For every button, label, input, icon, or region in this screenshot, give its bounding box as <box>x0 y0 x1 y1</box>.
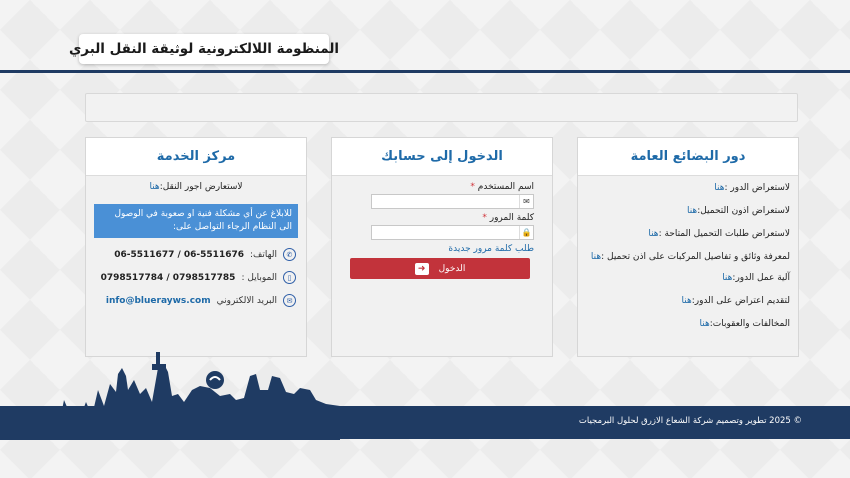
lock-icon: 🔒 <box>519 226 533 239</box>
phone-label: الهاتف: <box>250 249 277 260</box>
queue-link[interactable]: هنا <box>714 183 725 193</box>
username-label: اسم المستخدم * <box>470 182 534 192</box>
login-button[interactable] <box>350 258 530 279</box>
goods-line-requests: لاستعراض طلبات التحميل المتاحة :هنا <box>648 229 790 239</box>
sign-in-icon: ➜ <box>415 263 429 275</box>
mobile-value: 0798517784 / 0798517785 <box>100 272 236 283</box>
copyright-text: © 2025 تطوير وتصميم شركة الشعاع الازرق لحلول البرمجيات <box>578 416 802 426</box>
mobile-row <box>96 271 296 284</box>
phone-icon: ✆ <box>283 248 296 261</box>
username-field[interactable] <box>371 194 534 209</box>
service-panel <box>85 137 307 357</box>
envelope-icon: ✉ <box>519 195 533 208</box>
email-icon: ✉ <box>283 294 296 307</box>
password-field[interactable] <box>371 225 534 240</box>
password-label: كلمة المرور * <box>482 213 534 223</box>
violations-link[interactable]: هنا <box>699 319 710 329</box>
email-link[interactable]: info@bluerayws.com <box>105 295 211 306</box>
goods-line-permits: لاستعراض اذون التحميل:هنا <box>686 206 790 216</box>
header-divider <box>0 70 850 73</box>
email-label: البريد الالكتروني <box>216 295 277 306</box>
forgot-password-link[interactable]: طلب كلمة مرور جديدة <box>448 244 534 254</box>
announcement-bar <box>85 93 798 122</box>
requests-link[interactable]: هنا <box>648 229 659 239</box>
vehicles-link[interactable]: هنا <box>590 252 602 262</box>
goods-line-violations: المخالفات والعقوبات:هنا <box>699 319 790 329</box>
fees-link[interactable]: هنا <box>149 182 160 192</box>
email-row <box>96 294 296 307</box>
goods-line-vehicles: لمعرفة وثائق و تفاصيل المركبات على اذن تحميل :هنا <box>590 252 790 262</box>
phone-row <box>96 248 296 261</box>
password-input[interactable] <box>372 226 533 239</box>
mechanism-link[interactable]: هنا <box>722 273 733 283</box>
goods-panel-heading: دور البضائع العامة <box>578 138 798 176</box>
site-title: المنظومة اللالكترونية لوثيقة النقل البري <box>79 34 329 64</box>
footer-bar <box>0 406 850 439</box>
phone-value: 06-5511677 / 06-5511676 <box>114 249 244 260</box>
support-info-box: للابلاغ عن أي مشكلة فنية او صعوبة في الوصول الى النظام الرجاء التواصل على: <box>94 204 298 238</box>
service-panel-heading: مركز الخدمة <box>86 138 306 176</box>
objection-link[interactable]: هنا <box>681 296 692 306</box>
goods-line-objection: لتقديم اعتراض على الدور:هنا <box>681 296 790 306</box>
mobile-icon: ▯ <box>283 271 296 284</box>
goods-panel <box>577 137 799 357</box>
fees-text: لاستعارض اجور النقل: <box>159 182 243 192</box>
login-button-label: الدخول <box>438 263 466 273</box>
goods-line-queue: لاستعراض الدور :هنا <box>714 183 790 193</box>
permits-link[interactable]: هنا <box>686 206 698 216</box>
username-input[interactable] <box>372 195 533 208</box>
mobile-label: الموبايل : <box>241 272 277 283</box>
login-panel-heading: الدخول إلى حسابك <box>332 138 552 176</box>
login-panel <box>331 137 553 357</box>
goods-line-mechanism: آلية عمل الدور:هنا <box>722 273 790 283</box>
